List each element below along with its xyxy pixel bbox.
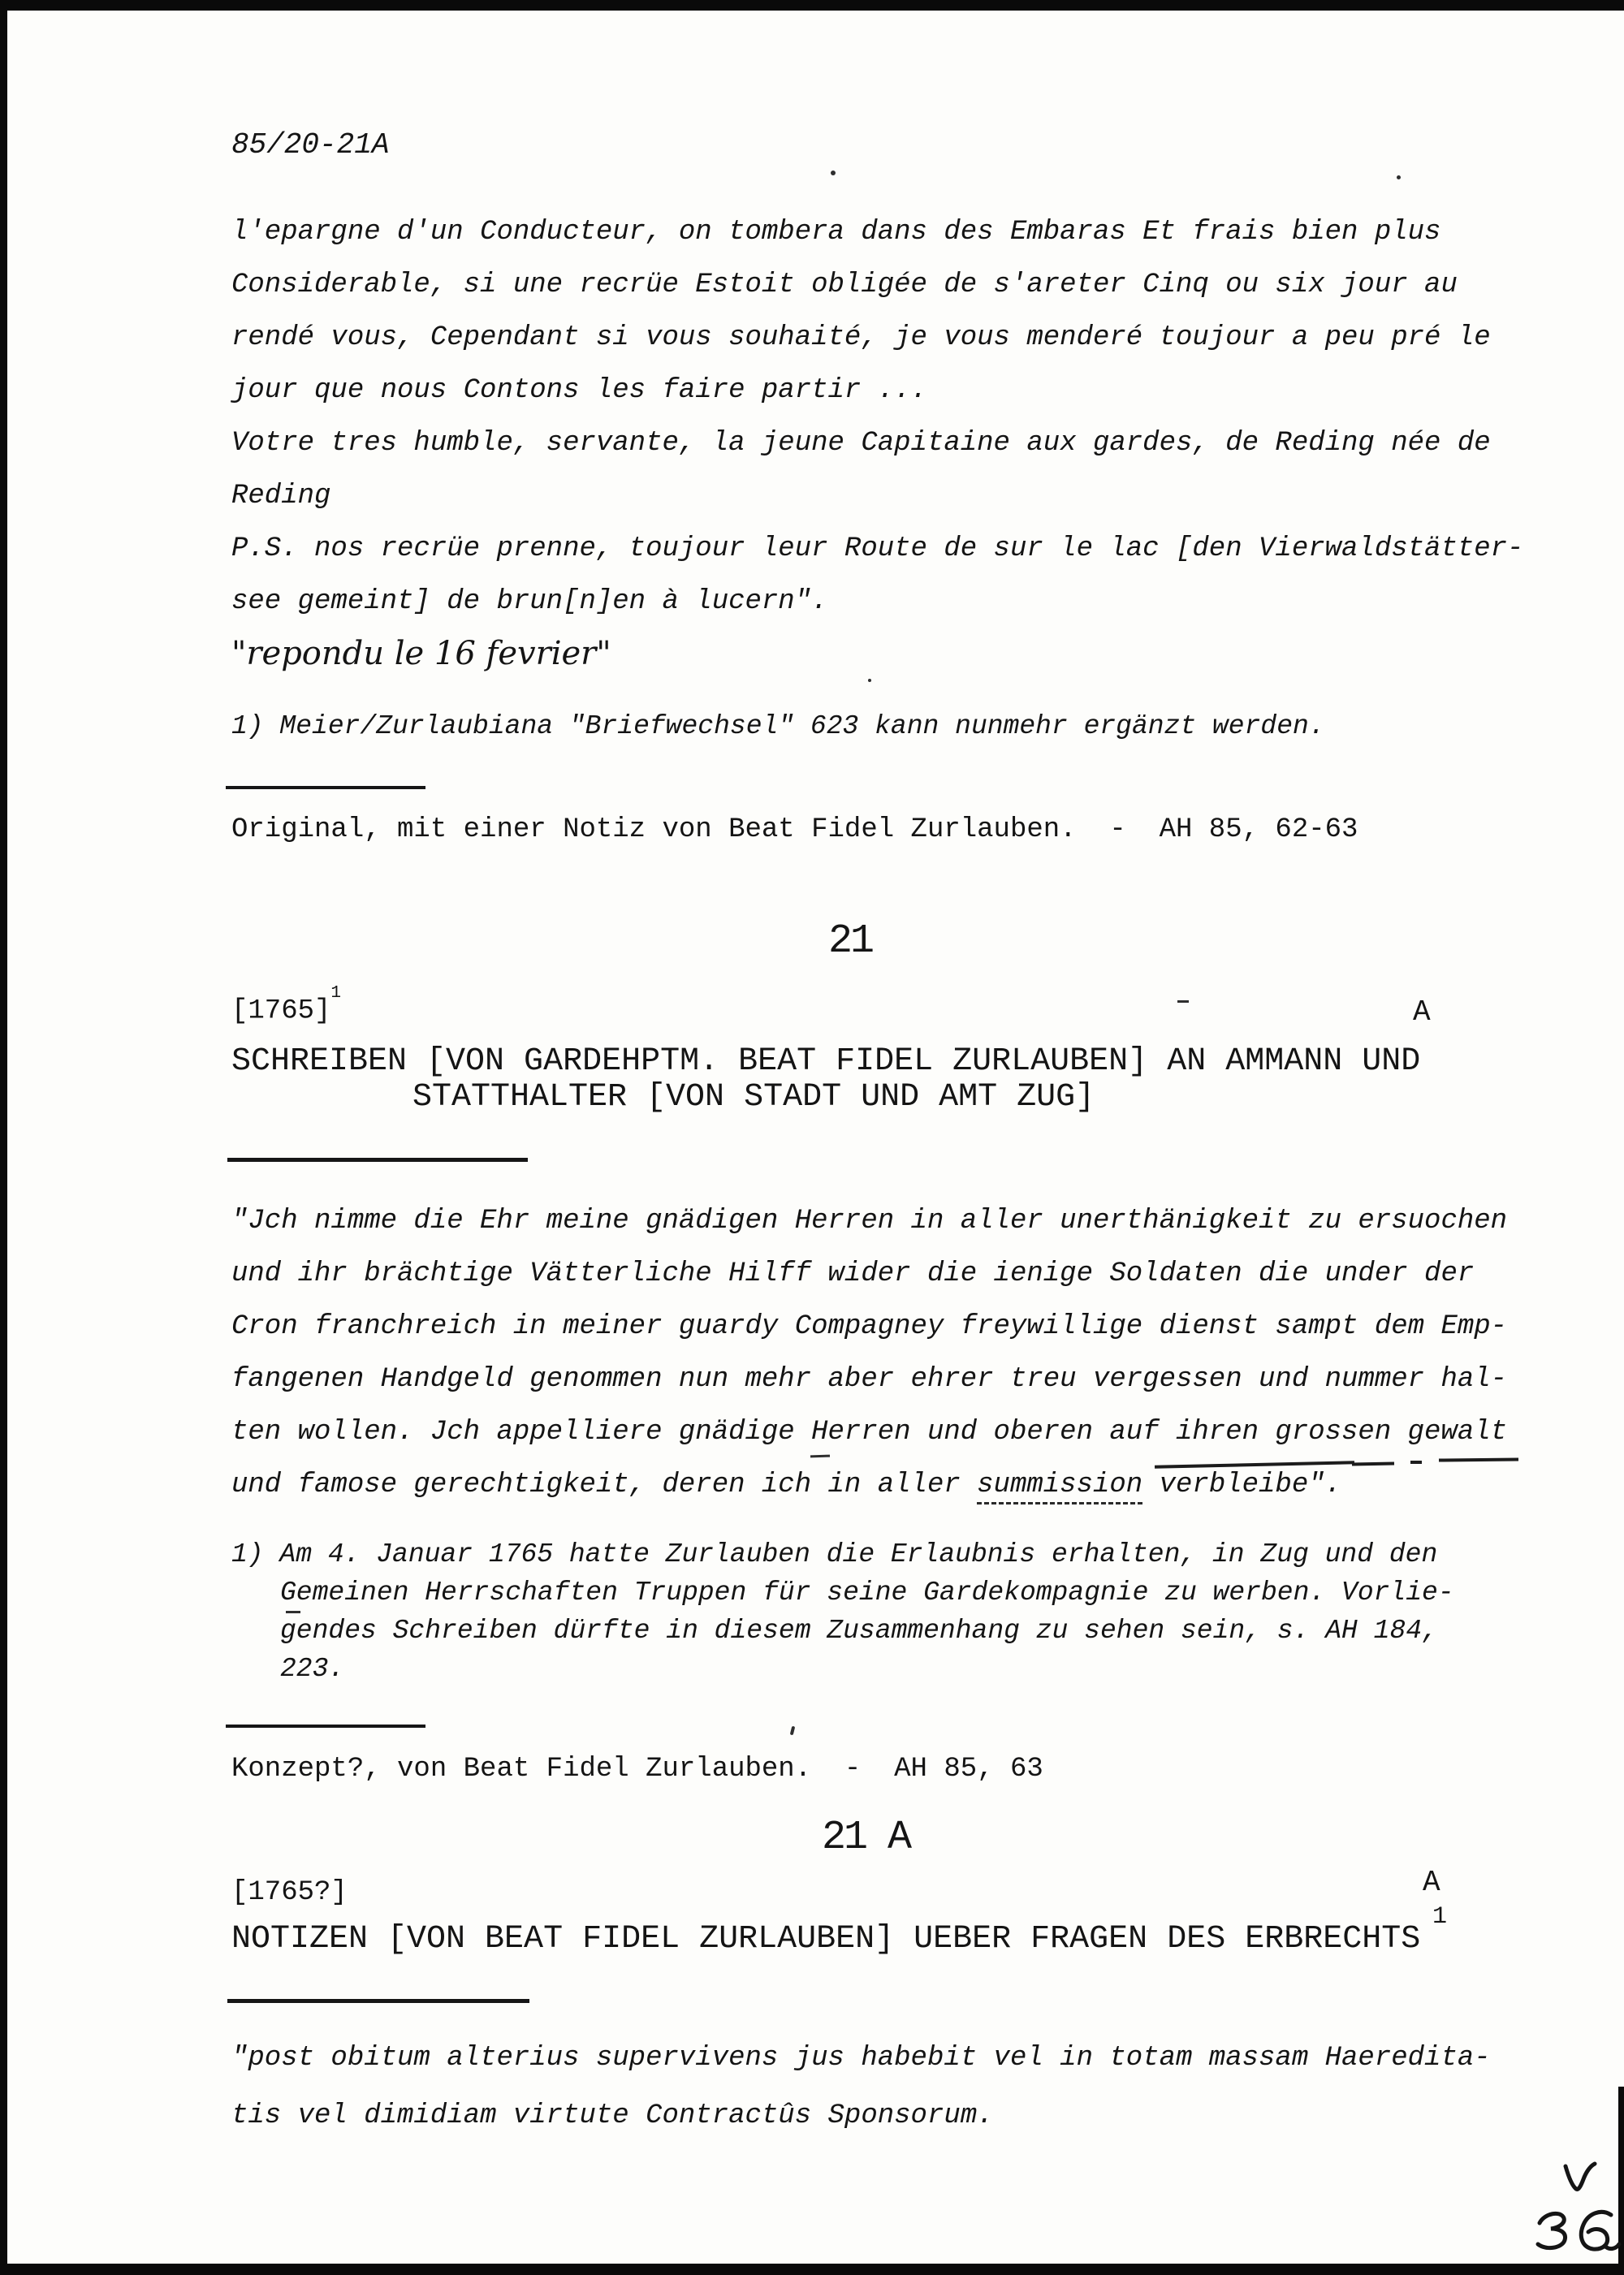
entry-title-line: STATTHALTER [VON STADT UND AMT ZUG] — [412, 1079, 1095, 1116]
scan-border-top — [0, 0, 1624, 11]
handwritten-page-number — [1533, 2205, 1624, 2256]
footnote-mark: 1 — [1432, 1903, 1448, 1931]
entry-number: 21 A — [822, 1815, 910, 1861]
footnote: 1) Meier/Zurlaubiana "Briefwechsel" 623 kann nunmehr ergänzt werden. — [231, 711, 1325, 741]
footnote-line: 223. — [280, 1654, 345, 1684]
overlined-text: verbleibe". — [1159, 1470, 1342, 1500]
archive-code: 85/20-21A — [231, 128, 390, 162]
footnote-line: 1) Am 4. Januar 1765 hatte Zurlauben die Erlaubnis erhalten, in Zug und den — [231, 1539, 1438, 1569]
scan-border-bottom — [0, 2264, 1624, 2275]
section-rule — [226, 1725, 425, 1728]
reply-note: "repondu le 16 fevrier" — [231, 635, 611, 672]
scan-speck — [1397, 175, 1401, 179]
scan-speck — [868, 679, 871, 682]
provenance-line: Original, mit einer Notiz von Beat Fidel Zurlauben. - AH 85, 62-63 — [231, 814, 1358, 845]
scan-speck — [831, 171, 836, 175]
footnote-mark: 1 — [330, 982, 342, 1003]
letter-line: Cron franchreich in meiner guardy Compagney freywillige dienst sampt dem Emp- — [231, 1311, 1508, 1342]
scan-border-left — [0, 0, 7, 2275]
scan-speck — [790, 1726, 796, 1736]
letter-line: fangenen Handgeld genommen nun mehr aber ehrer treu vergessen und nummer hal- — [231, 1364, 1508, 1395]
pencil-dash — [1352, 1462, 1394, 1466]
letter-line: "post obitum alterius supervivens jus habebit vel in totam massam Haeredita- — [231, 2043, 1491, 2074]
entry-date: [1765?] — [231, 1877, 348, 1908]
footnote-line: gendes Schreiben dürfte in diesem Zusammenhang zu sehen sein, s. AH 184, — [280, 1616, 1438, 1646]
letter-line: see gemeint] de brun[n]en à lucern". — [231, 586, 828, 617]
provenance-line: Konzept?, von Beat Fidel Zurlauben. - AH 85, 63 — [231, 1754, 1043, 1785]
letter-line: ten wollen. Jch appelliere gnädige Herren und oberen auf ihren grossen gewalt — [231, 1417, 1508, 1448]
spacer — [1142, 1470, 1159, 1500]
handwritten-checkmark — [1561, 2160, 1601, 2204]
letter-line: "Jch nimme die Ehr meine gnädigen Herren in aller unerthänigkeit zu ersuochen — [231, 1206, 1508, 1237]
pencil-macron — [286, 1611, 300, 1613]
letter-line: Votre tres humble, servante, la jeune Capitaine aux gardes, de Reding née de — [231, 428, 1491, 459]
line-prefix: und famose gerechtigkeit, deren ich in aller — [231, 1470, 978, 1500]
letter-line: und ihr brächtige Vätterliche Hilff wider die ienige Soldaten die under der — [231, 1258, 1475, 1289]
pencil-dash — [1439, 1457, 1518, 1461]
section-rule — [227, 1999, 529, 2003]
entry-date — [231, 982, 342, 1027]
footnote-line: Gemeinen Herrschaften Truppen für seine Gardekompagnie zu werben. Vorlie- — [280, 1578, 1454, 1608]
entry-number: 21 — [828, 918, 873, 965]
pencil-underlined-word: summission — [977, 1470, 1142, 1504]
entry-title-line: SCHREIBEN [VON GARDEHPTM. BEAT FIDEL ZURLAUBEN] AN AMMANN UND — [231, 1043, 1421, 1080]
entry-title-line: NOTIZEN [VON BEAT FIDEL ZURLAUBEN] UEBER FRAGEN DES ERBRECHTS — [231, 1921, 1421, 1958]
scan-speck — [1177, 1000, 1189, 1003]
letter-line: Considerable, si une recrüe Estoit obligée de s'areter Cinq ou six jour au — [231, 270, 1458, 300]
letter-line: Reding — [231, 481, 331, 512]
series-mark: A — [1413, 995, 1431, 1029]
letter-line: l'epargne d'un Conducteur, on tombera dans des Embaras Et frais bien plus — [231, 217, 1441, 248]
letter-line: tis vel dimidiam virtute Contractûs Sponsorum. — [231, 2100, 994, 2131]
series-mark: A — [1423, 1866, 1440, 1899]
letter-line-annotated — [231, 1469, 1341, 1501]
section-rule — [226, 786, 425, 789]
date-text: [1765] — [231, 995, 331, 1027]
pencil-overlined-word — [1160, 1469, 1341, 1501]
letter-line: rendé vous, Cependant si vous souhaité, je vous menderé toujour a peu pré le — [231, 322, 1491, 353]
letter-line: jour que nous Contons les faire partir ... — [231, 375, 927, 406]
pencil-mark — [810, 1455, 830, 1458]
pencil-dash — [1410, 1461, 1422, 1464]
letter-line: P.S. nos recrüe prenne, toujour leur Route de sur le lac [den Vierwaldstätter- — [231, 533, 1524, 564]
section-rule — [227, 1158, 528, 1162]
